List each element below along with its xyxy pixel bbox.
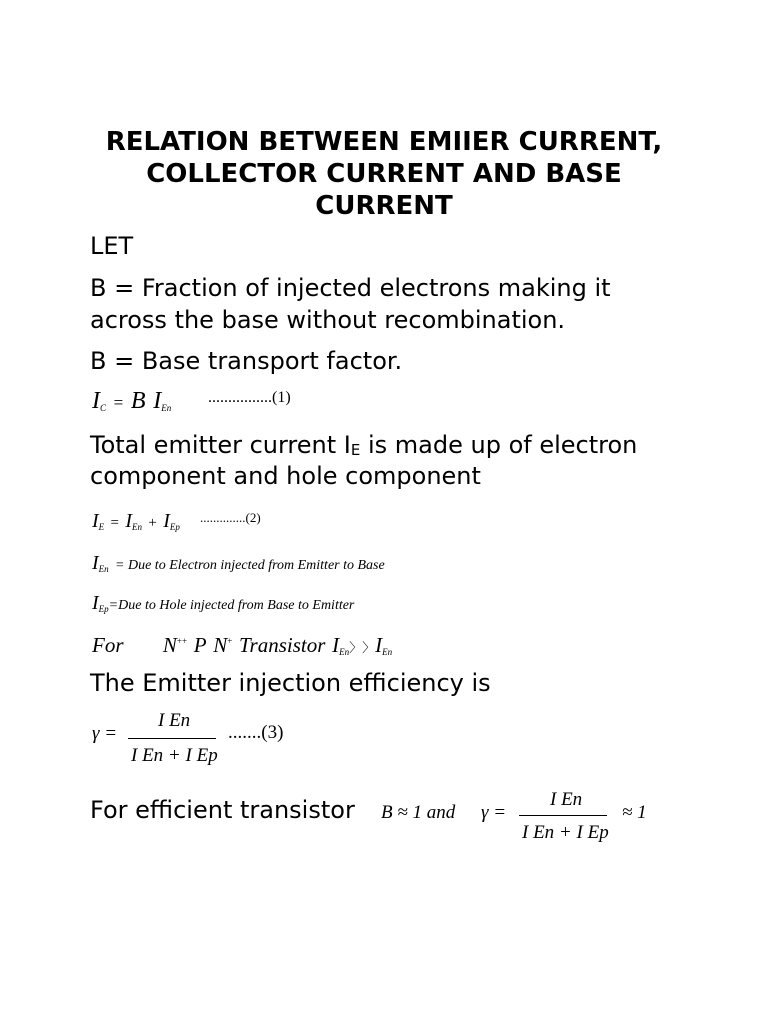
iep-def-i: I [92, 592, 99, 614]
iep-def-text: =Due to Hole injected from Base to Emitter [108, 598, 355, 613]
for-ien-2-sub: En [382, 647, 393, 657]
b-definition-line-1: B = Fraction of injected electrons making it [90, 274, 611, 302]
much-greater-icon: 〉〉 [349, 640, 376, 655]
ien-def-sub: En [98, 564, 109, 574]
page-title [60, 126, 708, 222]
efficiency-intro: The Emitter injection efficiency is [90, 669, 491, 697]
equation-2-tag: ..............(2) [200, 510, 261, 525]
efficient-transistor-text: For efficient transistor [90, 796, 355, 824]
equation-1-tag: ................(1) [208, 389, 291, 406]
eq2-ien-sub: En [132, 522, 143, 532]
b-transport-factor: B = Base transport factor. [90, 347, 403, 375]
eq2-ien: I [125, 510, 133, 532]
total-emitter-sub-e: E [350, 441, 361, 459]
eq1-ien-sub: En [161, 403, 172, 413]
ien-def-i: I [92, 552, 99, 574]
eq2-iep: I [163, 510, 170, 532]
final-gamma: γ = [481, 802, 507, 823]
equation-1 [92, 384, 171, 424]
eq2-ie: I [92, 510, 99, 532]
total-emitter-line-2: component and hole component [90, 462, 481, 490]
final-numerator: I En [550, 789, 583, 810]
eq3-fraction-bar [128, 738, 216, 739]
total-emitter-text-b: is made up of electron [360, 431, 638, 459]
eq3-gamma: γ = [92, 723, 118, 744]
final-fraction-bar [519, 815, 607, 816]
eq1-ien: I [153, 388, 162, 414]
n-plus-sup: + [227, 636, 233, 646]
ien-def-text: = Due to Electron injected from Emitter to Base [115, 558, 385, 573]
for-transistor-line [92, 626, 392, 667]
n-plus: N [213, 633, 228, 657]
for-word: For [92, 633, 124, 657]
let-heading: LET [90, 232, 134, 260]
eq2-iep-sub: Ep [169, 522, 180, 532]
eq1-b: B [130, 388, 146, 414]
total-emitter-text-a: Total emitter current I [90, 431, 351, 459]
equation-2 [92, 506, 180, 541]
equation-3-tag: .......(3) [228, 722, 284, 743]
eq1-equals: = [113, 393, 124, 412]
for-ien-1: I [332, 633, 340, 657]
eq2-plus: + [148, 515, 157, 531]
b-definition-line-2: across the base without recombination. [90, 306, 566, 334]
title-line-1: RELATION BETWEEN EMIIER CURRENT, [105, 127, 663, 157]
iep-definition [92, 588, 354, 623]
title-line-3: CURRENT [315, 191, 453, 221]
eq2-ie-sub: E [98, 522, 105, 532]
n-plus-plus: N [162, 633, 177, 657]
final-approx-one: ≈ 1 [622, 802, 647, 823]
final-b-approx: B ≈ 1 and [381, 802, 456, 823]
title-line-2: COLLECTOR CURRENT AND BASE [146, 159, 622, 189]
p-letter: P [193, 633, 207, 657]
eq1-ic: I [92, 388, 100, 414]
for-ien-1-sub: En [339, 647, 350, 657]
iep-def-sub: Ep [98, 604, 109, 614]
n-plus-plus-sup: ++ [176, 636, 188, 646]
eq3-numerator: I En [158, 710, 191, 731]
eq3-denominator: I En + I Ep [131, 745, 218, 766]
transistor-word: Transistor [239, 633, 326, 657]
final-denominator: I En + I Ep [522, 822, 609, 843]
for-ien-2: I [375, 633, 383, 657]
eq2-equals: = [110, 515, 119, 531]
ien-definition [92, 548, 385, 583]
eq1-ic-sub: C [100, 403, 107, 413]
